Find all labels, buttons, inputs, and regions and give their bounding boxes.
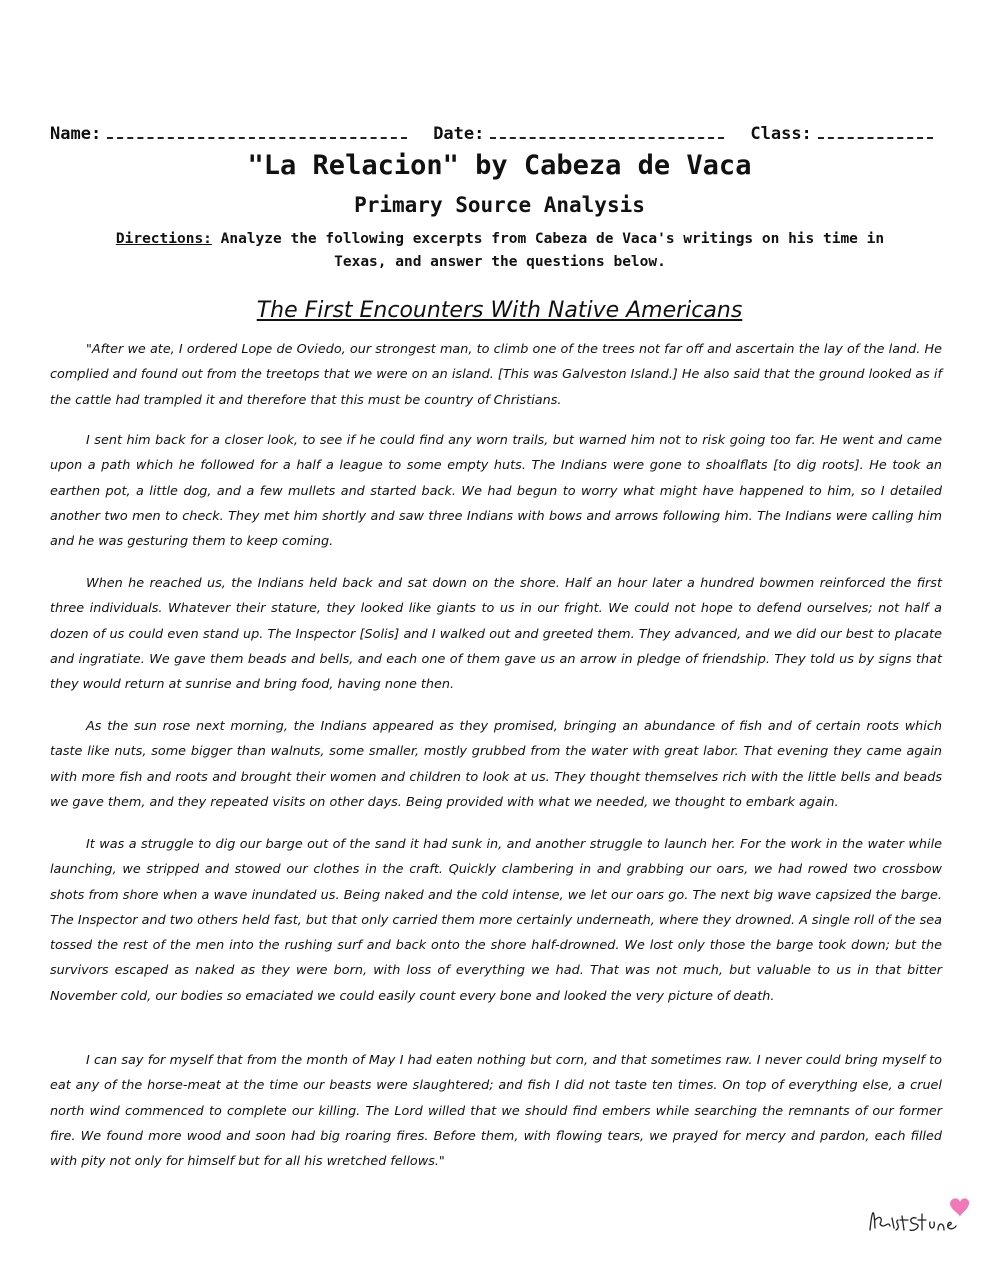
excerpt-paragraph: As the sun rose next morning, the Indians appeared as they promised, bringing an abundance of fish and of certain roots which taste like nuts, some bigger than walnuts, some smaller, mostly grubbed from the water with great labor. That evening they came again with more fish and roots and brought their women and children to look at us. They thought themselves rich with the little bells and beads we gave them, and they repeated visits on other days. Being provided with what we needed, we thought to embark again. <box>50 719 942 810</box>
student-info-line <box>50 123 950 144</box>
heart-icon <box>950 1198 969 1217</box>
date-blank <box>490 123 724 139</box>
excerpt-paragraph: "After we ate, I ordered Lope de Oviedo, our strongest man, to climb one of the trees not far off and ascertain the lay of the land. He complied and found out from the treetops that we were on an island. [This was Galveston Island.] He also said that the ground looked as if the cattle had trampled it and therefore that this must be country of Christians. <box>50 342 942 408</box>
excerpt-paragraph: I can say for myself that from the month of May I had eaten nothing but corn, and that sometimes raw. I never could bring myself to eat any of the horse-meat at the time our beasts were slaughtered; and fish I did not taste ten times. On top of everything else, a cruel north wind commenced to complete our killing. The Lord willed that we should find embers while searching the remnants of our former fire. We found more wood and soon had big roaring fires. Before them, with flowing tears, we prayed for mercy and pardon, each filled with pity not only for himself but for all his wretched fellows." <box>50 1053 942 1170</box>
page-subtitle: Primary Source Analysis <box>354 193 645 217</box>
class-label: Class: <box>750 124 812 144</box>
signature-scribble <box>870 1213 956 1231</box>
section-heading: The First Encounters With Native Americans <box>256 298 743 323</box>
name-label: Name: <box>50 124 102 144</box>
excerpt-paragraph: I sent him back for a closer look, to see if he could find any worn trails, but warned him not to risk going too far. He went and came upon a path which he followed for a half a league to some empty huts. The Indians were gone to shoalflats [to dig roots]. He took an earthen pot, a little dog, and a few mullets and started back. We had begun to worry what might have happened to him, so I detailed another two men to check. They met him shortly and saw three Indians with bows and arrows following him. The Indians were calling him and he was gesturing them to keep coming. <box>50 433 942 550</box>
directions-text: Analyze the following excerpts from Cabeza de Vaca's writings on his time in Texas, and answer the questions below. <box>211 231 885 270</box>
date-label: Date: <box>433 124 485 144</box>
excerpt-paragraph: When he reached us, the Indians held back and sat down on the shore. Half an hour later a hundred bowmen reinforced the first three individuals. Whatever their stature, they looked like giants to us in our fright. We could not hope to defend ourselves; not half a dozen of us could even stand up. The Inspector [Solis] and I walked out and greeted them. They advanced, and we did our best to placate and ingratiate. We gave them beads and bells, and each one of them gave us an arrow in pledge of friendship. They told us by signs that they would return at sunrise and bring food, having none then. <box>50 576 942 693</box>
directions-label: Directions: <box>115 231 212 247</box>
class-blank <box>818 123 933 139</box>
excerpt-paragraph: It was a struggle to dig our barge out of the sand it had sunk in, and another struggle to launch her. For the work in the water while launching, we stripped and stowed our clothes in the craft. Quickly clambering in and grabbing our oars, we had rowed two crossbow shots from shore when a wave inundated us. Being naked and the cold intense, we let our oars go. The next big wave capsized the barge. The Inspector and two others held fast, but that only carried them more certainly underneath, where they drowned. A single roll of the sea tossed the rest of the men into the rushing surf and back onto the shore half-drowned. We lost only those the barge took down; but the survivors escaped as naked as they were born, with loss of everything we had. That was not much, but valuable to us in that bitter November cold, our bodies so emaciated we could easily count every bone and looked the very picture of death. <box>50 837 943 1004</box>
name-blank <box>107 123 407 139</box>
page-title: "La Relacion" by Cabeza de Vaca <box>247 150 752 181</box>
signature-logo <box>850 1190 970 1240</box>
directions <box>100 228 900 274</box>
